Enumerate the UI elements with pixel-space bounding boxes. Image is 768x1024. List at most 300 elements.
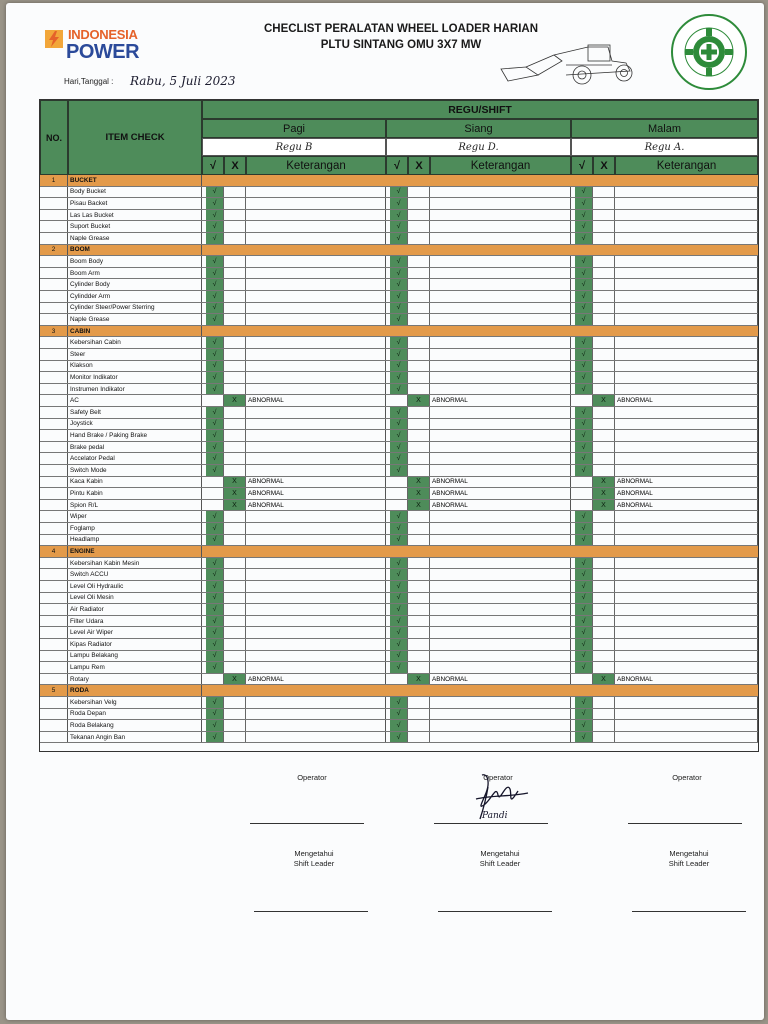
keterangan-cell (430, 361, 571, 372)
keterangan-cell (430, 651, 571, 662)
no-column-header: NO. (40, 100, 68, 175)
k3-safety-seal (668, 13, 750, 91)
check-mark: √ (390, 279, 408, 290)
cross-cell-empty (593, 442, 615, 453)
check-mark: √ (575, 361, 593, 372)
check-mark: √ (575, 511, 593, 522)
check-mark: √ (390, 314, 408, 325)
keterangan-cell (615, 372, 758, 383)
keterangan-cell (246, 233, 386, 244)
keterangan-cell (615, 442, 758, 453)
date-label: Hari,Tanggal : (64, 77, 114, 86)
keterangan-cell (430, 279, 571, 290)
keterangan-cell (615, 279, 758, 290)
keterangan-cell (430, 523, 571, 534)
item-name: Brake pedal (68, 442, 202, 453)
check-mark: √ (206, 662, 224, 673)
cross-cell-empty (408, 569, 430, 580)
check-mark: √ (390, 453, 408, 464)
check-mark: √ (390, 407, 408, 418)
keterangan-cell (430, 616, 571, 627)
keterangan-cell (246, 581, 386, 592)
item-name: Body Bucket (68, 187, 202, 198)
cross-cell-empty (593, 256, 615, 267)
cross-cell-empty (224, 419, 246, 430)
cross-cell-empty (224, 361, 246, 372)
check-mark: √ (575, 732, 593, 743)
item-number-empty (40, 268, 68, 279)
abnormal-note: ABNORMAL (246, 395, 386, 406)
check-mark: √ (206, 442, 224, 453)
keterangan-cell (246, 569, 386, 580)
cross-cell-empty (224, 337, 246, 348)
check-mark: √ (575, 256, 593, 267)
item-row (40, 314, 758, 326)
item-name: Suport Bucket (68, 221, 202, 232)
item-number-empty (40, 477, 68, 488)
keterangan-cell (615, 627, 758, 638)
item-number-empty (40, 349, 68, 360)
cross-cell-empty (408, 361, 430, 372)
cross-cell-empty (224, 303, 246, 314)
keterangan-cell (615, 361, 758, 372)
cross-cell-empty (593, 732, 615, 743)
check-cell-empty (206, 395, 224, 406)
item-name: Boom Body (68, 256, 202, 267)
abnormal-note: ABNORMAL (430, 500, 571, 511)
item-number-empty (40, 419, 68, 430)
cross-cell-empty (224, 256, 246, 267)
check-mark: √ (575, 233, 593, 244)
cross-cell-empty (224, 268, 246, 279)
category-number: 1 (40, 175, 68, 186)
check-cell-empty (206, 488, 224, 499)
cross-cell-empty (593, 593, 615, 604)
check-mark: √ (390, 511, 408, 522)
operator-sign-line (250, 823, 364, 824)
cross-cell-empty (408, 349, 430, 360)
keterangan-column-header: Keterangan (246, 156, 386, 175)
check-mark: √ (390, 233, 408, 244)
check-mark: √ (575, 651, 593, 662)
item-row (40, 442, 758, 454)
check-mark: √ (390, 465, 408, 476)
check-mark: √ (390, 558, 408, 569)
cross-mark: X (224, 477, 246, 488)
shift-name-1: Siang (386, 119, 571, 138)
cross-cell-empty (408, 384, 430, 395)
keterangan-cell (615, 419, 758, 430)
cross-cell-empty (224, 291, 246, 302)
item-number-empty (40, 221, 68, 232)
item-row (40, 407, 758, 419)
keterangan-cell (615, 616, 758, 627)
cross-cell-empty (593, 720, 615, 731)
item-name: Roda Depan (68, 709, 202, 720)
checklist-paper (6, 3, 764, 1020)
item-number-empty (40, 233, 68, 244)
check-mark: √ (206, 732, 224, 743)
cross-cell-empty (408, 279, 430, 290)
item-name: Switch ACCU (68, 569, 202, 580)
item-number-empty (40, 198, 68, 209)
keterangan-cell (246, 198, 386, 209)
item-number-empty (40, 361, 68, 372)
keterangan-column-header: Keterangan (430, 156, 571, 175)
check-mark: √ (206, 210, 224, 221)
cross-cell-empty (224, 314, 246, 325)
cross-cell-empty (408, 372, 430, 383)
shift-leader-label: Shift Leader (479, 859, 521, 868)
check-mark: √ (390, 523, 408, 534)
check-cell-empty (575, 488, 593, 499)
keterangan-cell (615, 535, 758, 546)
item-name: Level Oli Mesin (68, 593, 202, 604)
item-number-empty (40, 314, 68, 325)
keterangan-cell (246, 279, 386, 290)
keterangan-cell (615, 453, 758, 464)
cross-cell-empty (224, 523, 246, 534)
check-mark: √ (206, 337, 224, 348)
item-row (40, 697, 758, 709)
item-number-empty (40, 674, 68, 685)
item-number-empty (40, 372, 68, 383)
abnormal-note: ABNORMAL (615, 674, 758, 685)
item-name: Las Las Bucket (68, 210, 202, 221)
check-mark: √ (206, 361, 224, 372)
keterangan-cell (615, 593, 758, 604)
cross-cell-empty (224, 604, 246, 615)
item-row (40, 279, 758, 291)
item-row (40, 349, 758, 361)
cross-cell-empty (224, 187, 246, 198)
check-mark: √ (575, 523, 593, 534)
item-name: Steer (68, 349, 202, 360)
check-mark: √ (390, 627, 408, 638)
item-number-empty (40, 581, 68, 592)
check-mark: √ (390, 720, 408, 731)
check-mark: √ (206, 256, 224, 267)
check-mark: √ (575, 419, 593, 430)
check-mark: √ (390, 639, 408, 650)
cross-cell-empty (224, 697, 246, 708)
check-mark: √ (575, 407, 593, 418)
operator-label: Operator (297, 773, 327, 782)
keterangan-cell (246, 639, 386, 650)
item-row (40, 500, 758, 512)
keterangan-cell (430, 662, 571, 673)
check-cell-empty (206, 477, 224, 488)
check-mark: √ (390, 569, 408, 580)
check-column-header: √ (386, 156, 408, 175)
keterangan-cell (615, 639, 758, 650)
check-mark: √ (575, 314, 593, 325)
check-cell-empty (390, 500, 408, 511)
check-cell-empty (575, 674, 593, 685)
item-number-empty (40, 511, 68, 522)
cross-cell-empty (408, 616, 430, 627)
check-cell-empty (390, 477, 408, 488)
keterangan-cell (430, 697, 571, 708)
item-row (40, 198, 758, 210)
item-number-empty (40, 558, 68, 569)
item-row (40, 674, 758, 686)
item-number-empty (40, 639, 68, 650)
cross-cell-empty (408, 581, 430, 592)
cross-cell-empty (408, 187, 430, 198)
check-mark: √ (206, 349, 224, 360)
check-mark: √ (390, 256, 408, 267)
item-name: Pisau Backet (68, 198, 202, 209)
check-mark: √ (575, 720, 593, 731)
keterangan-cell (246, 535, 386, 546)
abnormal-note: ABNORMAL (246, 674, 386, 685)
keterangan-cell (246, 361, 386, 372)
cross-cell-empty (408, 558, 430, 569)
item-row (40, 639, 758, 651)
check-cell-empty (390, 488, 408, 499)
item-row (40, 604, 758, 616)
item-row (40, 337, 758, 349)
check-mark: √ (390, 442, 408, 453)
item-number-empty (40, 616, 68, 627)
cross-cell-empty (224, 372, 246, 383)
keterangan-cell (430, 384, 571, 395)
check-mark: √ (390, 593, 408, 604)
keterangan-cell (615, 384, 758, 395)
title-line-2: PLTU SINTANG OMU 3X7 MW (320, 39, 482, 51)
check-mark: √ (575, 558, 593, 569)
abnormal-note: ABNORMAL (246, 488, 386, 499)
keterangan-cell (246, 720, 386, 731)
item-row (40, 419, 758, 431)
cross-cell-empty (224, 732, 246, 743)
cross-cell-empty (408, 430, 430, 441)
item-name: Naple Grease (68, 233, 202, 244)
keterangan-cell (430, 419, 571, 430)
regu-value: Regu D. (458, 141, 499, 153)
shift-regu-2 (571, 138, 758, 156)
item-name: Wiper (68, 511, 202, 522)
item-name: Tekanan Angin Ban (68, 732, 202, 743)
check-cell-empty (206, 500, 224, 511)
item-row (40, 488, 758, 500)
cross-cell-empty (408, 593, 430, 604)
check-cell-empty (575, 395, 593, 406)
date-value: Rabu, 5 Juli 2023 (130, 74, 236, 88)
keterangan-cell (430, 569, 571, 580)
cross-cell-empty (593, 465, 615, 476)
check-mark: √ (206, 384, 224, 395)
cross-cell-empty (224, 720, 246, 731)
shift-regu-0 (202, 138, 386, 156)
keterangan-cell (246, 558, 386, 569)
cross-cell-empty (224, 616, 246, 627)
item-name: Kebersihan Kabin Mesin (68, 558, 202, 569)
cross-cell-empty (224, 593, 246, 604)
item-name: Headlamp (68, 535, 202, 546)
keterangan-cell (615, 569, 758, 580)
check-mark: √ (206, 291, 224, 302)
shift-leader-sign-line (254, 911, 368, 912)
check-mark: √ (206, 697, 224, 708)
keterangan-cell (246, 268, 386, 279)
abnormal-note: ABNORMAL (430, 674, 571, 685)
check-mark: √ (575, 581, 593, 592)
operator-label: Operator (672, 773, 702, 782)
cross-cell-empty (593, 616, 615, 627)
item-name: Kaca Kabin (68, 477, 202, 488)
check-mark: √ (390, 361, 408, 372)
check-mark: √ (575, 372, 593, 383)
keterangan-cell (615, 210, 758, 221)
item-number-empty (40, 291, 68, 302)
keterangan-cell (615, 256, 758, 267)
check-mark: √ (575, 639, 593, 650)
title-line-1: CHECLIST PERALATAN WHEEL LOADER HARIAN (263, 23, 539, 35)
item-row (40, 210, 758, 222)
cross-cell-empty (224, 233, 246, 244)
cross-cell-empty (593, 511, 615, 522)
item-name: Monitor Indikator (68, 372, 202, 383)
check-cell-empty (206, 674, 224, 685)
shift-name-0: Pagi (202, 119, 386, 138)
item-name: Kipas Radiator (68, 639, 202, 650)
shift-name-2: Malam (571, 119, 758, 138)
cross-cell-empty (408, 453, 430, 464)
keterangan-cell (430, 627, 571, 638)
keterangan-cell (430, 639, 571, 650)
abnormal-note: ABNORMAL (615, 395, 758, 406)
abnormal-note: ABNORMAL (430, 488, 571, 499)
check-mark: √ (575, 593, 593, 604)
item-row (40, 662, 758, 674)
item-number-empty (40, 488, 68, 499)
abnormal-note: ABNORMAL (615, 500, 758, 511)
keterangan-cell (246, 349, 386, 360)
regu-shift-header: REGU/SHIFT (202, 100, 758, 119)
check-mark: √ (390, 372, 408, 383)
keterangan-cell (430, 535, 571, 546)
check-mark: √ (206, 720, 224, 731)
item-row (40, 372, 758, 384)
category-number: 2 (40, 245, 68, 256)
item-number-empty (40, 720, 68, 731)
keterangan-cell (430, 372, 571, 383)
cross-cell-empty (408, 732, 430, 743)
category-number: 5 (40, 685, 68, 696)
cross-cell-empty (224, 569, 246, 580)
keterangan-cell (615, 697, 758, 708)
cross-cell-empty (224, 442, 246, 453)
check-mark: √ (206, 569, 224, 580)
keterangan-cell (430, 268, 571, 279)
item-row (40, 256, 758, 268)
cross-cell-empty (224, 558, 246, 569)
cross-cell-empty (593, 187, 615, 198)
item-name: Safety Belt (68, 407, 202, 418)
keterangan-cell (430, 233, 571, 244)
keterangan-cell (615, 651, 758, 662)
cross-cell-empty (408, 662, 430, 673)
cross-cell-empty (408, 511, 430, 522)
operator-label: Operator (483, 773, 513, 782)
cross-cell-empty (593, 709, 615, 720)
item-name: Instrumen Indikator (68, 384, 202, 395)
cross-cell-empty (408, 268, 430, 279)
item-number-empty (40, 500, 68, 511)
cross-mark: X (224, 488, 246, 499)
check-mark: √ (206, 198, 224, 209)
keterangan-cell (615, 511, 758, 522)
item-row (40, 477, 758, 489)
item-number-empty (40, 569, 68, 580)
item-number-empty (40, 604, 68, 615)
cross-cell-empty (593, 372, 615, 383)
cross-cell-empty (224, 279, 246, 290)
check-mark: √ (390, 581, 408, 592)
item-row (40, 651, 758, 663)
cross-cell-empty (408, 337, 430, 348)
item-name: Level Air Wiper (68, 627, 202, 638)
keterangan-cell (615, 349, 758, 360)
cross-cell-empty (593, 535, 615, 546)
keterangan-cell (430, 187, 571, 198)
item-number-empty (40, 187, 68, 198)
cross-cell-empty (593, 419, 615, 430)
cross-cell-empty (593, 581, 615, 592)
keterangan-cell (430, 221, 571, 232)
check-mark: √ (206, 511, 224, 522)
check-mark: √ (575, 616, 593, 627)
check-mark: √ (575, 303, 593, 314)
cross-cell-empty (593, 198, 615, 209)
cross-cell-empty (224, 535, 246, 546)
check-mark: √ (206, 593, 224, 604)
item-number-empty (40, 430, 68, 441)
logo-text-indonesia: INDONESIA (68, 27, 138, 42)
check-mark: √ (575, 442, 593, 453)
shift-leader-sign-line (438, 911, 552, 912)
check-mark: √ (206, 453, 224, 464)
cross-cell-empty (593, 453, 615, 464)
check-mark: √ (390, 732, 408, 743)
item-name: Klakson (68, 361, 202, 372)
cross-cell-empty (593, 233, 615, 244)
cross-cell-empty (408, 419, 430, 430)
cross-cell-empty (408, 465, 430, 476)
keterangan-cell (246, 303, 386, 314)
cross-cell-empty (408, 651, 430, 662)
keterangan-cell (246, 314, 386, 325)
item-number-empty (40, 395, 68, 406)
check-mark: √ (390, 384, 408, 395)
category-name: RODA (68, 685, 202, 696)
keterangan-cell (430, 198, 571, 209)
keterangan-cell (246, 732, 386, 743)
check-mark: √ (390, 291, 408, 302)
keterangan-cell (246, 210, 386, 221)
mengetahui-label: Mengetahui (294, 849, 334, 858)
item-row (40, 593, 758, 605)
signed-name: Pandi (482, 811, 508, 821)
cross-cell-empty (593, 314, 615, 325)
cross-cell-empty (408, 303, 430, 314)
keterangan-cell (615, 662, 758, 673)
keterangan-cell (430, 430, 571, 441)
item-row (40, 384, 758, 396)
check-mark: √ (390, 430, 408, 441)
